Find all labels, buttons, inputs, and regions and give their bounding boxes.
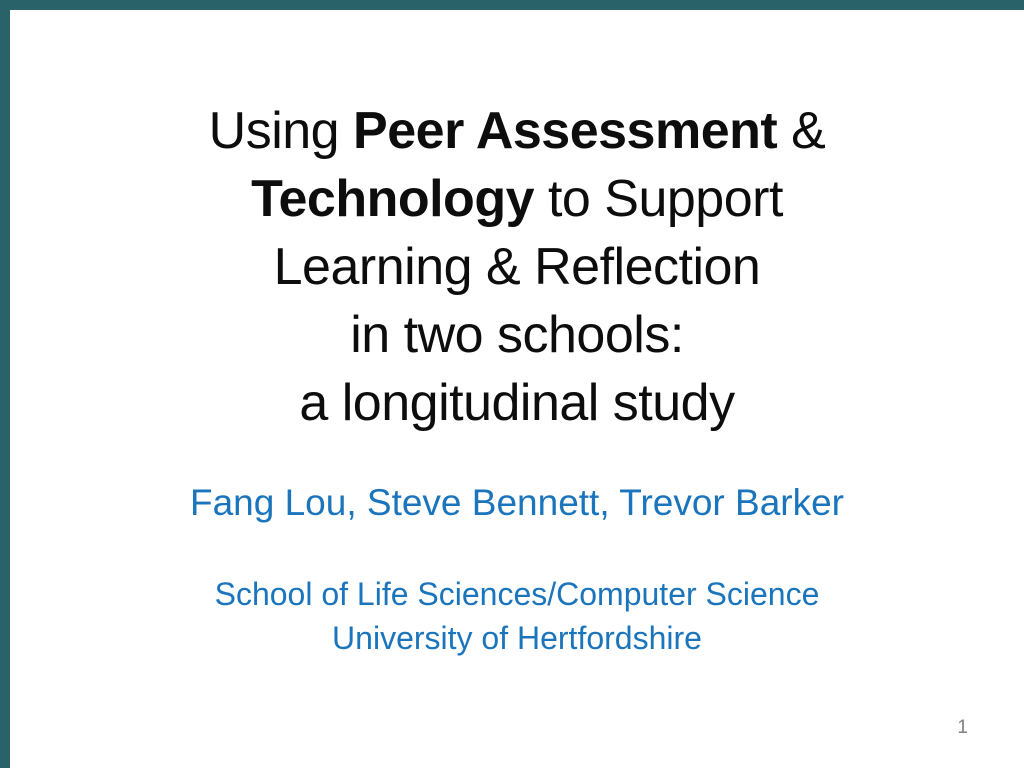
title-line-1 <box>10 97 1024 165</box>
authors-line: Fang Lou, Steve Bennett, Trevor Barker <box>189 482 845 523</box>
title-line-5: a longitudinal study <box>299 374 735 432</box>
affiliation-line-1: School of Life Sciences/Computer Science <box>214 576 820 612</box>
affiliation-block <box>10 572 1024 660</box>
left-border-band <box>0 0 10 768</box>
title-line-3: Learning & Reflection <box>273 238 761 296</box>
title-line-2-post: to Support <box>534 170 783 228</box>
title-line-2 <box>10 165 1024 233</box>
title-line-1-pre: Using <box>208 102 354 160</box>
title-line-2-bold: Technology <box>251 170 535 228</box>
title-line-1-bold: Peer Assessment <box>353 102 778 160</box>
slide-title <box>10 97 1024 437</box>
page-number: 1 <box>957 717 968 738</box>
affiliation-line-2: University of Hertfordshire <box>332 620 702 656</box>
title-line-4: in two schools: <box>350 306 684 364</box>
top-border-band <box>0 0 1024 10</box>
title-line-1-post: & <box>777 102 826 160</box>
